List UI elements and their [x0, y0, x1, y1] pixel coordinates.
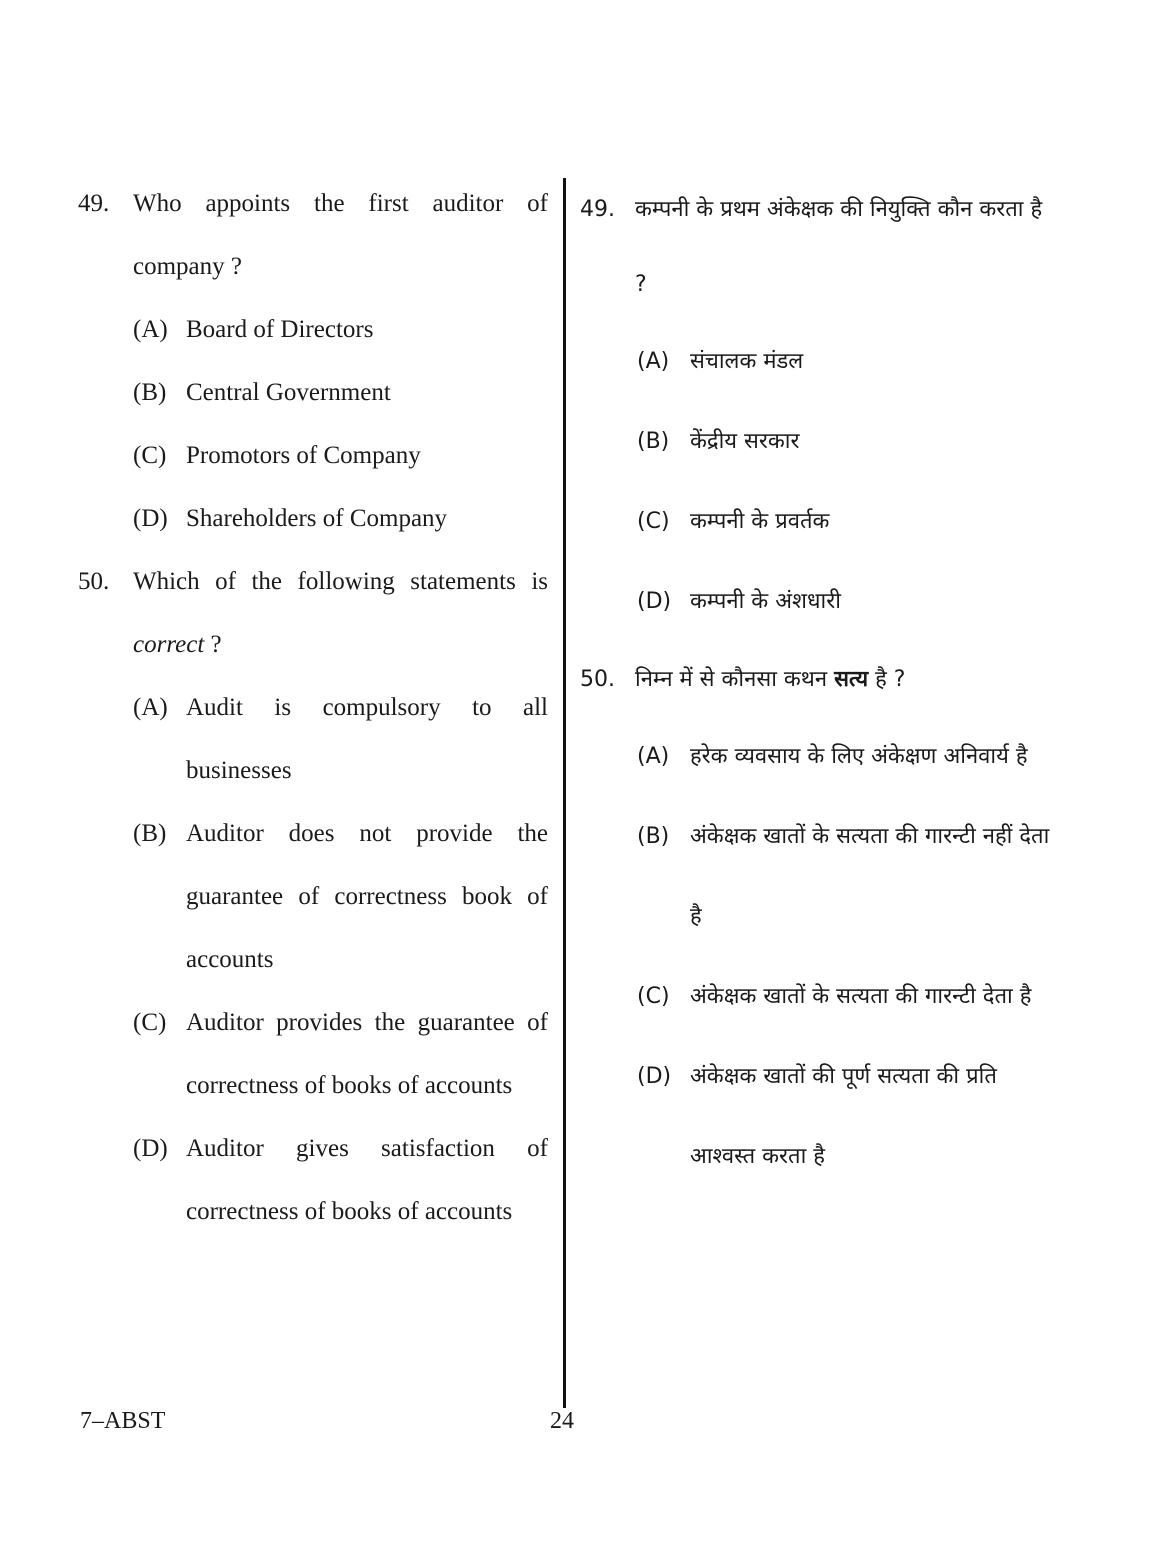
question-text-pre: Which of the following statements is — [133, 568, 548, 595]
option-label: (D) — [133, 505, 168, 532]
question-text — [78, 550, 548, 676]
option-b — [580, 797, 1060, 957]
question-text-content: कम्पनी के प्रथम अंकेक्षक की नियुक्ति कौन करता है ? — [635, 197, 1043, 297]
option-text: अंकेक्षक खातों की पूर्ण सत्यता की प्रति आश्वस्त करता है — [690, 1064, 997, 1169]
option-label: (C) — [637, 509, 670, 534]
question-50-hi — [580, 642, 1060, 1197]
option-text: अंकेक्षक खातों के सत्यता की गारन्टी नहीं देता है — [690, 824, 1050, 929]
question-text-pre: निम्न में से कौनसा कथन — [635, 667, 828, 692]
option-text: अंकेक्षक खातों के सत्यता की गारन्टी देता है — [690, 984, 1032, 1009]
option-text: Audit is compulsory to all businesses — [186, 694, 548, 784]
option-a — [580, 322, 1060, 402]
option-label: (C) — [637, 984, 670, 1009]
option-d — [580, 562, 1060, 642]
question-text-post: है ? — [875, 667, 906, 692]
option-text: Auditor provides the guarantee of correctness of books of accounts — [186, 1009, 548, 1099]
option-label: (C) — [133, 1009, 167, 1036]
option-a — [580, 717, 1060, 797]
option-a — [78, 676, 548, 802]
option-label: (C) — [133, 442, 167, 469]
page-number: 24 — [550, 1408, 574, 1434]
option-b — [78, 802, 548, 991]
option-text: कम्पनी के प्रवर्तक — [690, 509, 830, 534]
option-text: कम्पनी के अंशधारी — [690, 589, 841, 614]
option-c — [78, 424, 548, 487]
booklet-code: 7–ABST — [80, 1408, 166, 1434]
option-c — [580, 482, 1060, 562]
option-text: Promotors of Company — [186, 442, 421, 469]
question-number: 50. — [580, 667, 615, 692]
question-49-hi — [580, 172, 1060, 642]
option-label: (A) — [637, 349, 670, 374]
option-d — [78, 487, 548, 550]
option-label: (A) — [133, 694, 168, 721]
option-label: (A) — [133, 316, 168, 343]
question-text-emphasis: correct — [133, 631, 205, 658]
option-a — [78, 298, 548, 361]
option-label: (B) — [133, 379, 167, 406]
question-text — [78, 172, 548, 298]
option-b — [78, 361, 548, 424]
option-text: Shareholders of Company — [186, 505, 448, 532]
option-label: (B) — [637, 429, 670, 454]
question-text-content: Who appoints the first auditor of company ? — [133, 190, 548, 280]
question-number: 49. — [78, 190, 110, 217]
option-d — [78, 1117, 548, 1243]
column-divider — [563, 178, 566, 1408]
question-number: 49. — [580, 197, 615, 222]
question-text — [580, 642, 1060, 717]
option-text: Auditor does not provide the guarantee of correctness book of accounts — [186, 820, 548, 973]
option-d — [580, 1037, 1060, 1197]
option-text: हरेक व्यवसाय के लिए अंकेक्षण अनिवार्य है — [690, 744, 1028, 769]
option-text: Board of Directors — [186, 316, 374, 343]
option-label: (D) — [133, 1135, 168, 1162]
question-50-en — [78, 550, 548, 1243]
option-text: Central Government — [186, 379, 391, 406]
option-label: (A) — [637, 744, 670, 769]
option-c — [78, 991, 548, 1117]
option-c — [580, 957, 1060, 1037]
english-column — [78, 172, 548, 1243]
option-label: (B) — [133, 820, 167, 847]
hindi-column — [580, 172, 1060, 1197]
option-label: (B) — [637, 824, 670, 849]
option-b — [580, 402, 1060, 482]
option-label: (D) — [637, 1064, 672, 1089]
question-text-post: ? — [204, 631, 222, 658]
question-49-en — [78, 172, 548, 550]
question-text-emphasis: सत्य — [834, 667, 869, 692]
question-text — [580, 172, 1060, 322]
option-label: (D) — [637, 589, 672, 614]
option-text: केंद्रीय सरकार — [690, 429, 800, 454]
option-text: Auditor gives satisfaction of correctness of books of accounts — [186, 1135, 548, 1225]
question-number: 50. — [78, 568, 110, 595]
option-text: संचालक मंडल — [690, 349, 804, 374]
